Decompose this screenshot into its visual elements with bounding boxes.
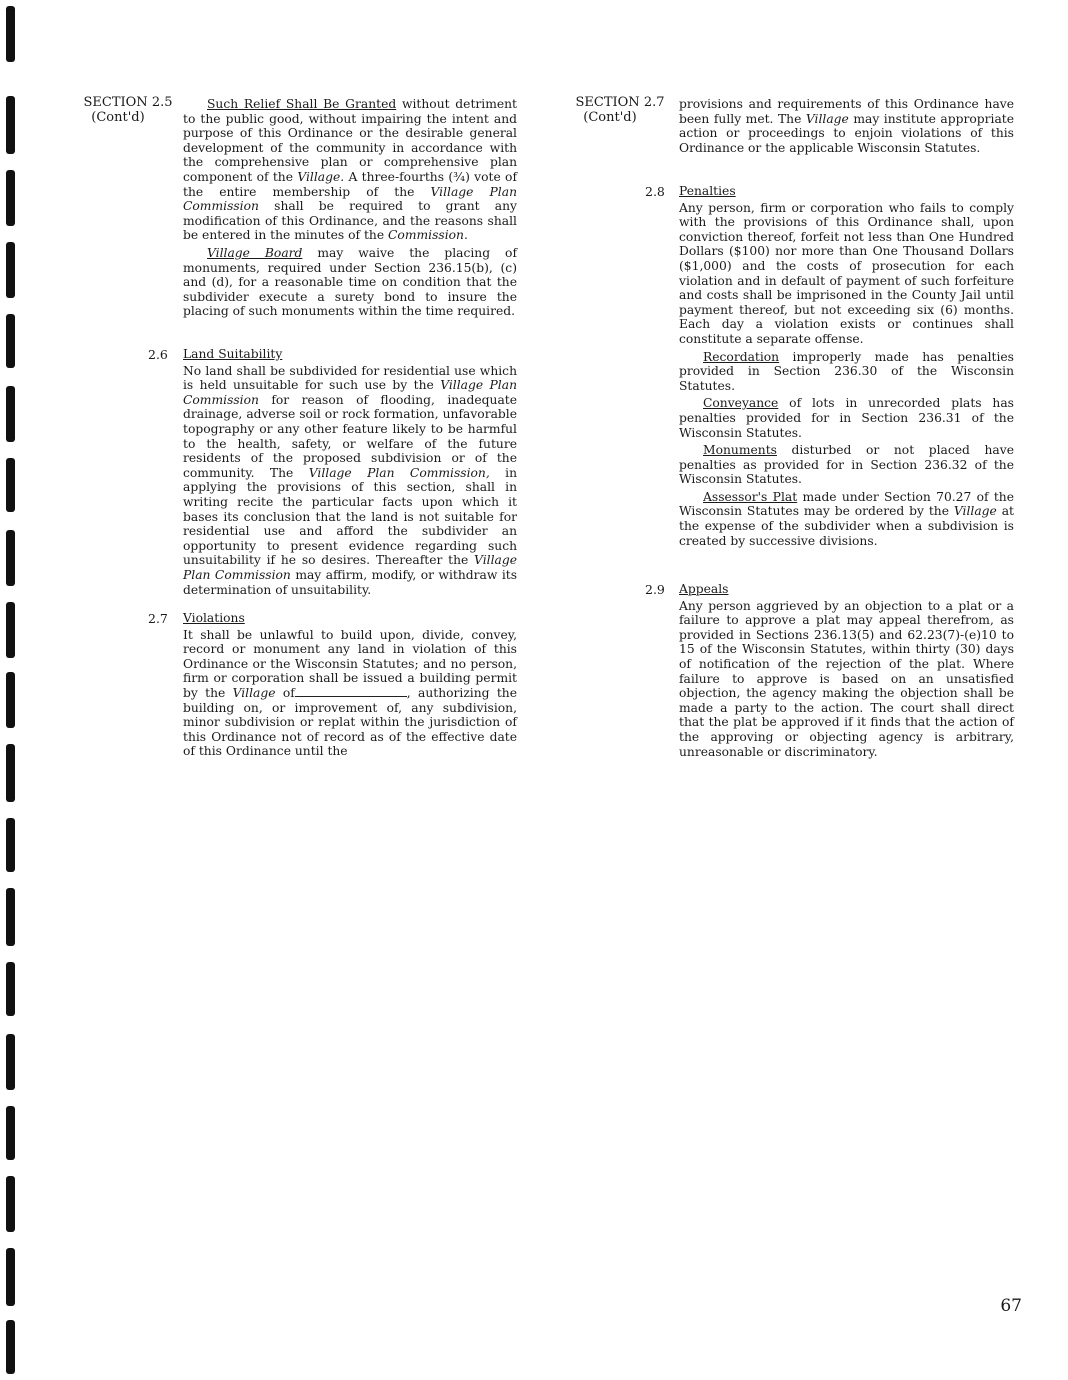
section-2-6 — [183, 347, 517, 597]
appeals-paragraph: Any person aggrieved by an objection to a plat or a failure to approve a plat may appeal therefrom, as provided in Sections 236.13(5) and 62.23(7)-(e)10 to 15 of the Wisconsin Statutes, within thirty (30) days of notification of the rejection of the plat. Where failure to approve is based on an unsatisfied objection, the agency making the objection shall be made a party to the action. The court shall direct that the plat be approved if it finds that the action of the approving or objecting agency is arbitrary, unreasonable or discriminatory. — [679, 598, 1014, 759]
section-2-6-number: 2.6 — [148, 347, 168, 362]
section-2-9-number: 2.9 — [645, 582, 665, 597]
section-2-9 — [679, 582, 1014, 759]
section-2-8 — [679, 184, 1014, 548]
section-2-7-title: Violations — [183, 611, 245, 625]
conveyance-paragraph: Conveyance of lots in unrecorded plats has penalties provided for in Section 236.31 of the Wisconsin Statutes. — [679, 396, 1014, 440]
right-column-2-7-cont — [679, 97, 1014, 155]
page-number: 67 — [1000, 1296, 1022, 1316]
section-2-7 — [183, 611, 517, 759]
section-2-7-body: It shall be unlawful to build upon, divide, convey, record or monument any land in violation of this Ordinance or the Wisconsin Statutes; and no person, firm or corporation shall be issued a building permit by the Village of , authorizing the building on, or improvement of, any subdivision, minor subdivision or replat within the jurisdiction of this Ordinance not of record as of the effective date of this Ordinance until the — [183, 627, 517, 759]
right-section-label: SECTION 2.7 — [575, 95, 665, 110]
blank-line — [295, 686, 407, 697]
paragraph-provisions: provisions and requirements of this Ordinance have been fully met. The Village may institute appropriate action or proceedings to enjoin violations of this Ordinance or the applicable Wisconsin Statutes. — [679, 97, 1015, 155]
left-section-label: SECTION 2.5 — [83, 95, 173, 110]
section-2-7-number: 2.7 — [148, 611, 168, 626]
left-column-2-5 — [183, 97, 517, 319]
recordation-paragraph: Recordation improperly made has penalties provided in Section 236.30 of the Wisconsin Statutes. — [679, 349, 1014, 393]
section-2-9-title: Appeals — [679, 582, 729, 596]
assessors-plat-paragraph: Assessor's Plat made under Section 70.27 of the Wisconsin Statutes may be ordered by the Village at the expense of the subdivider when a subdivision is created by successive divisions. — [679, 489, 1015, 548]
section-2-6-title: Land Suitability — [183, 347, 283, 361]
left-contd-label: (Cont'd) — [91, 109, 145, 125]
right-contd-label: (Cont'd) — [583, 109, 637, 125]
left-section-heading — [78, 96, 178, 125]
paragraph-relief: Such Relief Shall Be Granted without detriment to the public good, without impairing the intent and purpose of this Ordinance or the desirable general development of the community in accordance with the comprehensive plan or comprehensive plan component of the Village. A three-fourths (¾) vote of the entire membership of the Village Plan Commission shall be required to grant any modification of this Ordinance, and the reasons shall be entered in the minutes of the Commission. — [183, 97, 517, 243]
penalties-paragraph: Any person, firm or corporation who fails to comply with the provisions of this Ordinance shall, upon conviction thereof, forfeit not less than One Hundred Dollars ($100) nor more than One Thousand Dollars ($1,000) and the costs of prosecution for each violation and in default of payment of such forfeiture and costs shall be imprisoned in the County Jail until payment thereof, but not exceeding six (6) months. Each day a violation exists or continues shall constitute a separate offense. — [679, 200, 1014, 346]
section-2-8-number: 2.8 — [645, 184, 665, 199]
monuments-paragraph: Monuments disturbed or not placed have penalties as provided for in Section 236.32 of the Wisconsin Statutes. — [679, 443, 1014, 487]
right-section-heading — [570, 96, 670, 125]
section-2-6-body: No land shall be subdivided for residential use which is held unsuitable for such use by the Village Plan Commission for reason of flooding, inadequate drainage, adverse soil or rock formation, unfavorable topography or any other feature likely to be harmful to the health, safety, or welfare of the future residents of the proposed subdivision or of the community. The Village Plan Commission, in applying the provisions of this section, shall in writing recite the particular facts upon which it bases its conclusion that the land is not suitable for residential use and afford the subdivider an opportunity to present evidence regarding such unsuitability if he so desires. Thereafter the Village Plan Commission may affirm, modify, or withdraw its determination of unsuitability. — [183, 363, 518, 597]
paragraph-village-board: Village Board may waive the placing of monuments, required under Section 236.15(b), (c) and (d), for a reasonable time on condition that the subdivider execute a surety bond to insure the placing of such monuments within the time required. — [183, 245, 517, 319]
section-2-8-title: Penalties — [679, 184, 736, 198]
